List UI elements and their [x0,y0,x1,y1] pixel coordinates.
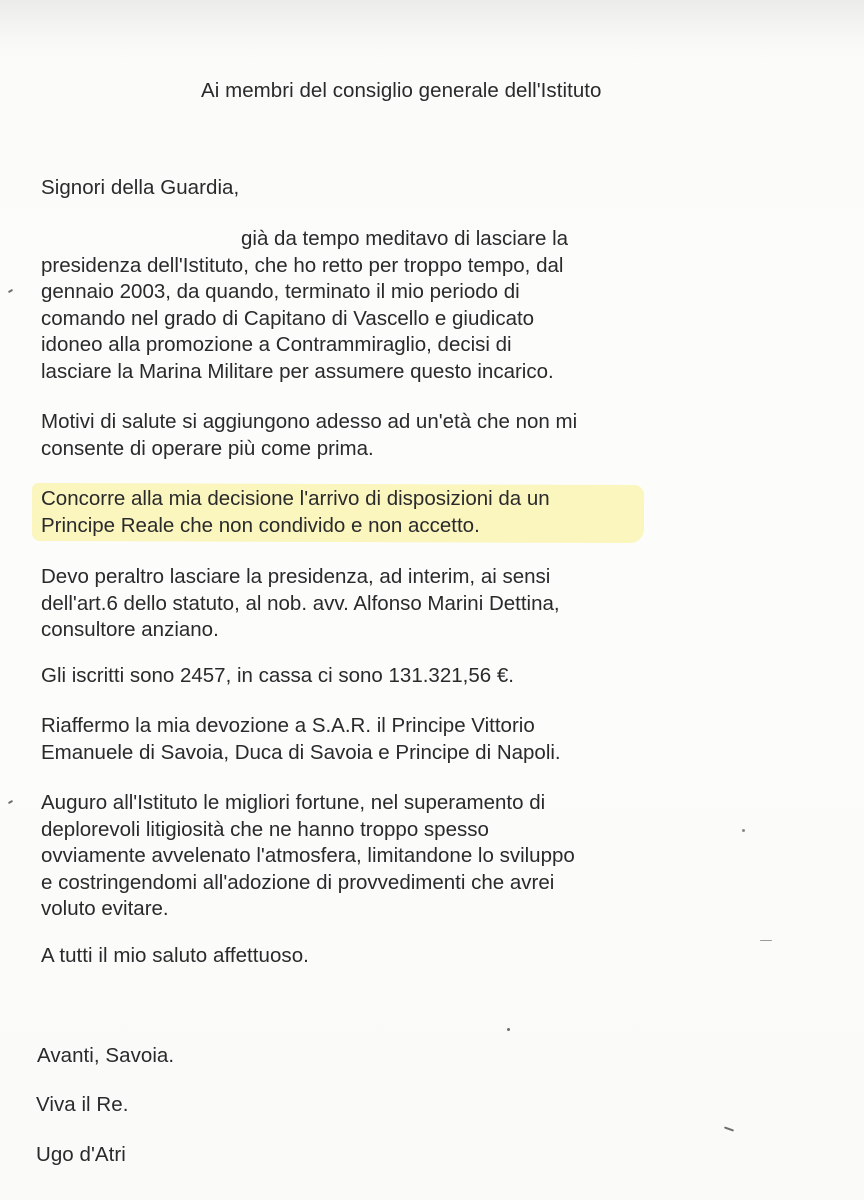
scan-speck [760,940,772,941]
paragraph-line: dell'art.6 dello statuto, al nob. avv. Alfonso Marini Dettina, [41,591,560,615]
paragraph-wishes [41,790,575,923]
paragraph-line: Concorre alla mia decisione l'arrivo di disposizioni da un [41,487,550,510]
scan-speck [507,1028,510,1031]
paragraph-resignation [41,226,568,385]
paragraph-line: voluto evitare. [41,897,169,920]
paragraph-line: Emanuele di Savoia, Duca di Savoia e Principe di Napoli. [41,740,561,764]
paragraph-line: deplorevoli litigiosità che ne hanno troppo spesso [41,817,489,841]
scan-speck [742,829,745,832]
paragraph-line: e costringendomi all'adozione di provvedimenti che avrei [41,870,555,894]
paragraph-decision [41,486,550,539]
closing-line: A tutti il mio saluto affettuoso. [41,944,309,967]
paragraph-line: presidenza dell'Istituto, che ho retto per troppo tempo, dal [41,253,564,277]
scan-speck [8,289,13,293]
scan-shadow [0,0,864,60]
scan-speck [8,800,13,804]
paragraph-devotion [41,713,561,766]
paragraph-line: Riaffermo la mia devozione a S.A.R. il Principe Vittorio [41,714,535,737]
salutation: Signori della Guardia, [41,176,240,199]
paragraph-line: ovviamente avvelenato l'atmosfera, limitandone lo sviluppo [41,844,575,867]
motto-avanti-savoia: Avanti, Savoia. [37,1044,175,1067]
paragraph-line: Auguro all'Istituto le migliori fortune, nel superamento di [41,791,546,814]
paragraph-line: comando nel grado di Capitano di Vascello e giudicato [41,306,535,330]
paragraph-line: consente di operare più come prima. [41,436,374,460]
paragraph-line: Devo peraltro lasciare la presidenza, ad interim, ai sensi [41,565,551,588]
paragraph-line: Gli iscritti sono 2457, in cassa ci sono 131.321,56 €. [41,664,514,687]
paragraph-interim [41,564,560,644]
motto-viva-il-re: Viva il Re. [36,1093,129,1116]
paragraph-health [41,409,577,462]
signature: Ugo d'Atri [36,1143,126,1166]
paragraph-line: idoneo alla promozione a Contrammiraglio, decisi di [41,333,512,356]
scan-speck [724,1126,734,1131]
recipient-line: Ai membri del consiglio generale dell'Istituto [201,79,602,102]
paragraph-line: gennaio 2003, da quando, terminato il mio periodo di [41,280,520,303]
paragraph-line: già da tempo meditavo di lasciare la [241,227,569,250]
paragraph-line: consultore anziano. [41,618,219,641]
paragraph-members [41,663,514,690]
paragraph-line: Principe Reale che non condivido e non accetto. [41,513,480,537]
paragraph-line: lasciare la Marina Militare per assumere questo incarico. [41,359,554,383]
paragraph-line: Motivi di salute si aggiungono adesso ad un'età che non mi [41,410,578,433]
